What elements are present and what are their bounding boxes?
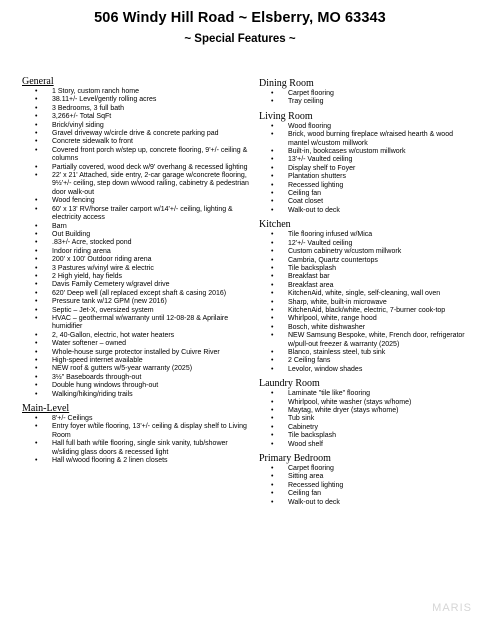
- list-item: [259, 173, 474, 181]
- list-item-text: Custom cabinetry w/custom millwork: [288, 248, 402, 256]
- bullet-icon: •: [35, 440, 38, 448]
- list-item: [259, 407, 474, 415]
- list-item: [259, 257, 474, 265]
- list-item-text: Ceiling fan: [288, 490, 322, 498]
- list-item: [259, 424, 474, 432]
- feature-list: [259, 465, 474, 507]
- bullet-icon: •: [35, 306, 38, 314]
- list-item-text: Tile backsplash: [288, 432, 336, 440]
- list-item-text: Hall full bath w/tile flooring, single sink vanity, tub/shower w/sliding glass doors & recessed light: [52, 440, 228, 456]
- bullet-icon: •: [271, 173, 274, 181]
- list-item-text: 60' x 13' RV/horse trailer carport w/14'+/- ceiling, lighting & electricity access: [52, 205, 233, 222]
- section-living-room: [259, 111, 474, 215]
- list-item-text: 620' Deep well (all replaced except shaft & casing 2016): [52, 289, 227, 297]
- bullet-icon: •: [271, 498, 274, 506]
- section-dining-room: [259, 78, 474, 107]
- bullet-icon: •: [35, 348, 38, 356]
- list-item: [22, 423, 254, 440]
- list-item: [22, 231, 254, 239]
- list-item-text: Built-in, bookcases w/custom millwork: [288, 148, 406, 156]
- bullet-icon: •: [35, 256, 38, 264]
- feature-list: [259, 123, 474, 215]
- bullet-icon: •: [35, 113, 38, 121]
- list-item-text: Tray ceiling: [288, 98, 324, 106]
- list-item: [22, 332, 254, 340]
- bullet-icon: •: [35, 88, 38, 95]
- bullet-icon: •: [271, 465, 274, 473]
- bullet-icon: •: [35, 138, 38, 146]
- list-item: [259, 273, 474, 281]
- list-item: [259, 190, 474, 198]
- section-title: Primary Bedroom: [259, 453, 331, 465]
- section-title: General: [22, 76, 54, 87]
- list-item-text: NEW roof & gutters w/5-year warranty (2025): [52, 365, 193, 373]
- list-item: [259, 131, 474, 148]
- list-item-text: Wood shelf: [288, 440, 323, 448]
- list-item-text: Wood flooring: [288, 122, 332, 130]
- list-item-text: Tile flooring infused w/Mica: [288, 231, 373, 239]
- list-item-text: Pressure tank w/12 GPM (new 2016): [52, 298, 167, 306]
- list-item-text: Hall w/wood flooring & 2 linen closets: [52, 457, 168, 465]
- bullet-icon: •: [35, 163, 38, 171]
- list-item: [259, 265, 474, 273]
- bullet-icon: •: [35, 205, 38, 213]
- list-item-text: Cambria, Quartz countertops: [288, 256, 378, 264]
- list-item: [22, 365, 254, 373]
- list-item-text: 2, 40-Gallon, electric, hot water heaters: [52, 331, 175, 339]
- list-item-text: Septic – Jet-X, oversized system: [52, 306, 154, 314]
- bullet-icon: •: [35, 146, 38, 154]
- list-item: [259, 290, 474, 298]
- list-item: [22, 457, 254, 465]
- list-item-text: 8'+/- Ceilings: [52, 415, 93, 423]
- bullet-icon: •: [271, 206, 274, 214]
- list-item: [22, 223, 254, 231]
- list-item-text: Whole-house surge protector installed by Cuivre River: [52, 348, 220, 356]
- list-item: [22, 281, 254, 289]
- bullet-icon: •: [271, 198, 274, 206]
- bullet-icon: •: [271, 122, 274, 130]
- list-item: [259, 282, 474, 290]
- list-item-text: Out Building: [52, 230, 91, 238]
- bullet-icon: •: [35, 172, 38, 180]
- section-main-level: [22, 403, 254, 465]
- list-item-text: 22' x 21' Attached, side entry, 2-car garage w/concrete flooring, 9½'+/- ceiling, step down w/wood railing, cabinetry & pedestrian door walk-out: [52, 172, 249, 196]
- bullet-icon: •: [35, 457, 38, 465]
- section-laundry-room: [259, 378, 474, 449]
- maris-watermark: MARIS: [432, 602, 472, 614]
- list-item-text: Bosch, white dishwasher: [288, 323, 366, 331]
- list-item: [259, 490, 474, 498]
- list-item: [259, 307, 474, 315]
- list-item-text: Barn: [52, 222, 67, 230]
- bullet-icon: •: [271, 98, 274, 106]
- list-item-text: 3 Bedrooms, 3 full bath: [52, 104, 124, 112]
- list-item-text: Wood fencing: [52, 197, 95, 205]
- list-item: [259, 390, 474, 398]
- bullet-icon: •: [271, 315, 274, 323]
- list-item: [22, 138, 254, 146]
- list-item: [259, 465, 474, 473]
- list-item-text: Maytag, white dryer (stays w/home): [288, 407, 399, 414]
- list-item-text: Davis Family Cemetery w/gravel drive: [52, 281, 170, 289]
- bullet-icon: •: [271, 306, 274, 314]
- list-item: [259, 432, 474, 440]
- list-item-text: KitchenAid, white, single, self-cleaning, wall oven: [288, 290, 441, 298]
- bullet-icon: •: [35, 314, 38, 322]
- list-item: [22, 290, 254, 298]
- bullet-icon: •: [35, 96, 38, 104]
- list-item-text: Whirlpool, white, range hood: [288, 315, 377, 323]
- list-item-text: 2 Ceiling fans: [288, 357, 331, 365]
- list-item-text: Brick, wood burning fireplace w/raised hearth & wood mantel w/custom millwork: [288, 131, 453, 147]
- bullet-icon: •: [271, 248, 274, 256]
- list-item-text: Whirlpool, white washer (stays w/home): [288, 398, 412, 406]
- list-item-text: Breakfast area: [288, 281, 334, 289]
- bullet-icon: •: [271, 407, 274, 414]
- list-item: [22, 113, 254, 121]
- list-item: [22, 172, 254, 197]
- list-item-text: Laminate "tile like" flooring: [288, 390, 371, 398]
- bullet-icon: •: [271, 415, 274, 423]
- list-item: [22, 147, 254, 164]
- bullet-icon: •: [271, 190, 274, 198]
- list-item: [22, 256, 254, 264]
- list-item-text: Cabinetry: [288, 423, 318, 431]
- list-item-text: 38.11+/- Level/gently rolling acres: [52, 96, 157, 104]
- list-item-text: High-speed internet available: [52, 357, 143, 364]
- list-item: [22, 391, 254, 399]
- list-item-text: Blanco, stainless steel, tub sink: [288, 348, 386, 356]
- section-title: Kitchen: [259, 219, 291, 231]
- section-general: [22, 76, 254, 399]
- section-title: Living Room: [259, 110, 313, 122]
- list-item-text: Double hung windows through-out: [52, 382, 159, 390]
- list-item-text: NEW Samsung Bespoke, white, French door, refrigerator w/pull-out freezer & warranty (2025): [288, 332, 465, 348]
- bullet-icon: •: [271, 323, 274, 331]
- bullet-icon: •: [35, 390, 38, 398]
- bullet-icon: •: [271, 357, 274, 365]
- list-item: [259, 482, 474, 490]
- list-item: [259, 473, 474, 481]
- bullet-icon: •: [271, 365, 274, 373]
- list-item-text: Recessed lighting: [288, 181, 344, 189]
- list-item-text: KitchenAid, black/white, electric, 7-burner cook-top: [288, 306, 446, 314]
- bullet-icon: •: [35, 415, 38, 423]
- list-item: [259, 148, 474, 156]
- list-item-text: Levolor, window shades: [288, 365, 363, 373]
- bullet-icon: •: [35, 340, 38, 348]
- bullet-icon: •: [35, 230, 38, 238]
- bullet-icon: •: [35, 247, 38, 255]
- list-item: [22, 96, 254, 104]
- list-item-text: Water softener – owned: [52, 340, 127, 348]
- section-primary-bedroom: [259, 453, 474, 507]
- bullet-icon: •: [271, 231, 274, 239]
- list-item: [259, 332, 474, 349]
- list-item: [259, 182, 474, 190]
- bullet-icon: •: [35, 298, 38, 306]
- list-item-text: Covered front porch w/step up, concrete flooring, 9'+/- ceiling & columns: [52, 146, 248, 163]
- list-item: [259, 357, 474, 365]
- bullet-icon: •: [35, 365, 38, 373]
- list-item: [22, 164, 254, 172]
- list-item: [259, 240, 474, 248]
- list-item-text: Walk-out to deck: [288, 206, 340, 214]
- list-item-text: .83+/- Acre, stocked pond: [52, 239, 132, 247]
- list-item-text: 13'+/- Vaulted ceiling: [288, 156, 353, 164]
- bullet-icon: •: [35, 104, 38, 112]
- list-item: [22, 273, 254, 281]
- list-item-text: Coat closet: [288, 198, 324, 206]
- list-item: [22, 265, 254, 273]
- list-item: [22, 357, 254, 365]
- bullet-icon: •: [271, 131, 274, 139]
- bullet-icon: •: [271, 273, 274, 281]
- bullet-icon: •: [35, 264, 38, 272]
- bullet-icon: •: [271, 281, 274, 289]
- list-item: [259, 207, 474, 215]
- list-item: [22, 315, 254, 332]
- page-title: 506 Windy Hill Road ~ Elsberry, MO 63343: [94, 10, 386, 26]
- list-item-text: 3½" Baseboards through-out: [52, 373, 142, 381]
- list-item: [22, 248, 254, 256]
- section-title: Laundry Room: [259, 378, 320, 390]
- bullet-icon: •: [271, 298, 274, 306]
- list-item-text: Gravel driveway w/circle drive & concrete parking pad: [52, 130, 219, 138]
- bullet-icon: •: [35, 289, 38, 297]
- list-item: [259, 499, 474, 507]
- bullet-icon: •: [271, 148, 274, 156]
- list-item-text: Display shelf to Foyer: [288, 164, 356, 172]
- list-item: [22, 340, 254, 348]
- list-item-text: 1 Story, custom ranch home: [52, 88, 140, 95]
- bullet-icon: •: [35, 197, 38, 205]
- list-item-text: Walking/hiking/riding trails: [52, 390, 133, 398]
- list-item-text: Plantation shutters: [288, 173, 346, 181]
- bullet-icon: •: [271, 239, 274, 247]
- bullet-icon: •: [271, 440, 274, 448]
- list-item: [259, 415, 474, 423]
- list-item-text: Carpet flooring: [288, 90, 334, 97]
- list-item: [22, 440, 254, 457]
- bullet-icon: •: [35, 357, 38, 364]
- list-item-text: Walk-out to deck: [288, 498, 340, 506]
- bullet-icon: •: [35, 373, 38, 381]
- bullet-icon: •: [271, 473, 274, 481]
- list-item-text: Entry foyer w/tile flooring, 13'+/- ceiling & display shelf to Living Room: [52, 423, 247, 439]
- list-item: [22, 382, 254, 390]
- list-item-text: Concrete sidewalk to front: [52, 138, 133, 146]
- list-item: [22, 206, 254, 223]
- bullet-icon: •: [35, 222, 38, 230]
- list-item: [259, 366, 474, 374]
- list-item: [22, 374, 254, 382]
- list-item: [259, 248, 474, 256]
- bullet-icon: •: [271, 256, 274, 264]
- list-item: [259, 349, 474, 357]
- list-item-text: HVAC – geothermal w/warranty until 12-08-28 & Aprilaire humidifier: [52, 314, 229, 331]
- bullet-icon: •: [271, 156, 274, 164]
- list-item-text: 12'+/- Vaulted ceiling: [288, 239, 353, 247]
- bullet-icon: •: [271, 90, 274, 97]
- list-item: [259, 198, 474, 206]
- list-item: [22, 197, 254, 205]
- bullet-icon: •: [271, 423, 274, 431]
- list-item-text: Tile backsplash: [288, 264, 336, 272]
- feature-list: [259, 231, 474, 374]
- bullet-icon: •: [35, 281, 38, 289]
- bullet-icon: •: [35, 130, 38, 138]
- bullet-icon: •: [271, 348, 274, 356]
- list-item: [22, 239, 254, 247]
- list-item: [22, 415, 254, 423]
- bullet-icon: •: [35, 331, 38, 339]
- list-item: [22, 349, 254, 357]
- list-item: [259, 299, 474, 307]
- feature-list: [259, 390, 474, 449]
- list-item: [259, 98, 474, 106]
- list-item: [259, 324, 474, 332]
- section-title: Dining Room: [259, 78, 314, 89]
- list-item: [22, 130, 254, 138]
- bullet-icon: •: [35, 121, 38, 129]
- list-item-text: Sitting area: [288, 473, 324, 481]
- section-title: Main-Level: [22, 403, 70, 415]
- feature-list: [22, 415, 254, 465]
- list-item-text: Sharp, white, built-in microwave: [288, 298, 387, 306]
- right-column: [259, 78, 474, 511]
- list-item: [259, 441, 474, 449]
- list-item-text: Partially covered, wood deck w/9' overhang & recessed lighting: [52, 163, 248, 171]
- list-item-text: 200' x 100' Outdoor riding arena: [52, 256, 152, 264]
- list-item-text: Tub sink: [288, 415, 315, 423]
- bullet-icon: •: [271, 481, 274, 489]
- list-item-text: Brick/vinyl siding: [52, 121, 104, 129]
- bullet-icon: •: [35, 272, 38, 280]
- page-subtitle: ~ Special Features ~: [184, 33, 296, 45]
- list-item-text: Indoor riding arena: [52, 247, 111, 255]
- list-item: [22, 307, 254, 315]
- bullet-icon: •: [35, 423, 38, 431]
- list-item: [22, 122, 254, 130]
- list-item-text: Ceiling fan: [288, 190, 322, 198]
- bullet-icon: •: [35, 382, 38, 390]
- feature-list: [259, 90, 474, 107]
- list-item: [259, 156, 474, 164]
- list-item: [259, 399, 474, 407]
- bullet-icon: •: [271, 490, 274, 498]
- list-item-text: Carpet flooring: [288, 465, 334, 473]
- list-item: [22, 105, 254, 113]
- list-item: [259, 123, 474, 131]
- bullet-icon: •: [271, 398, 274, 406]
- bullet-icon: •: [271, 332, 274, 340]
- list-item: [259, 315, 474, 323]
- section-kitchen: [259, 219, 474, 374]
- bullet-icon: •: [271, 164, 274, 172]
- list-item: [22, 298, 254, 306]
- list-item-text: 3,266+/- Total SqFt: [52, 113, 112, 121]
- bullet-icon: •: [271, 432, 274, 440]
- list-item: [22, 88, 254, 96]
- list-item-text: Breakfast bar: [288, 273, 330, 281]
- list-item: [259, 165, 474, 173]
- bullet-icon: •: [271, 264, 274, 272]
- bullet-icon: •: [271, 181, 274, 189]
- bullet-icon: •: [35, 239, 38, 247]
- list-item: [259, 231, 474, 239]
- list-item-text: 3 Pastures w/vinyl wire & electric: [52, 264, 154, 272]
- bullet-icon: •: [271, 290, 274, 298]
- bullet-icon: •: [271, 390, 274, 398]
- feature-list: [22, 88, 254, 399]
- list-item-text: Recessed lighting: [288, 481, 344, 489]
- list-item-text: 2 High yield, hay fields: [52, 272, 123, 280]
- left-column: [22, 76, 254, 469]
- list-item: [259, 90, 474, 98]
